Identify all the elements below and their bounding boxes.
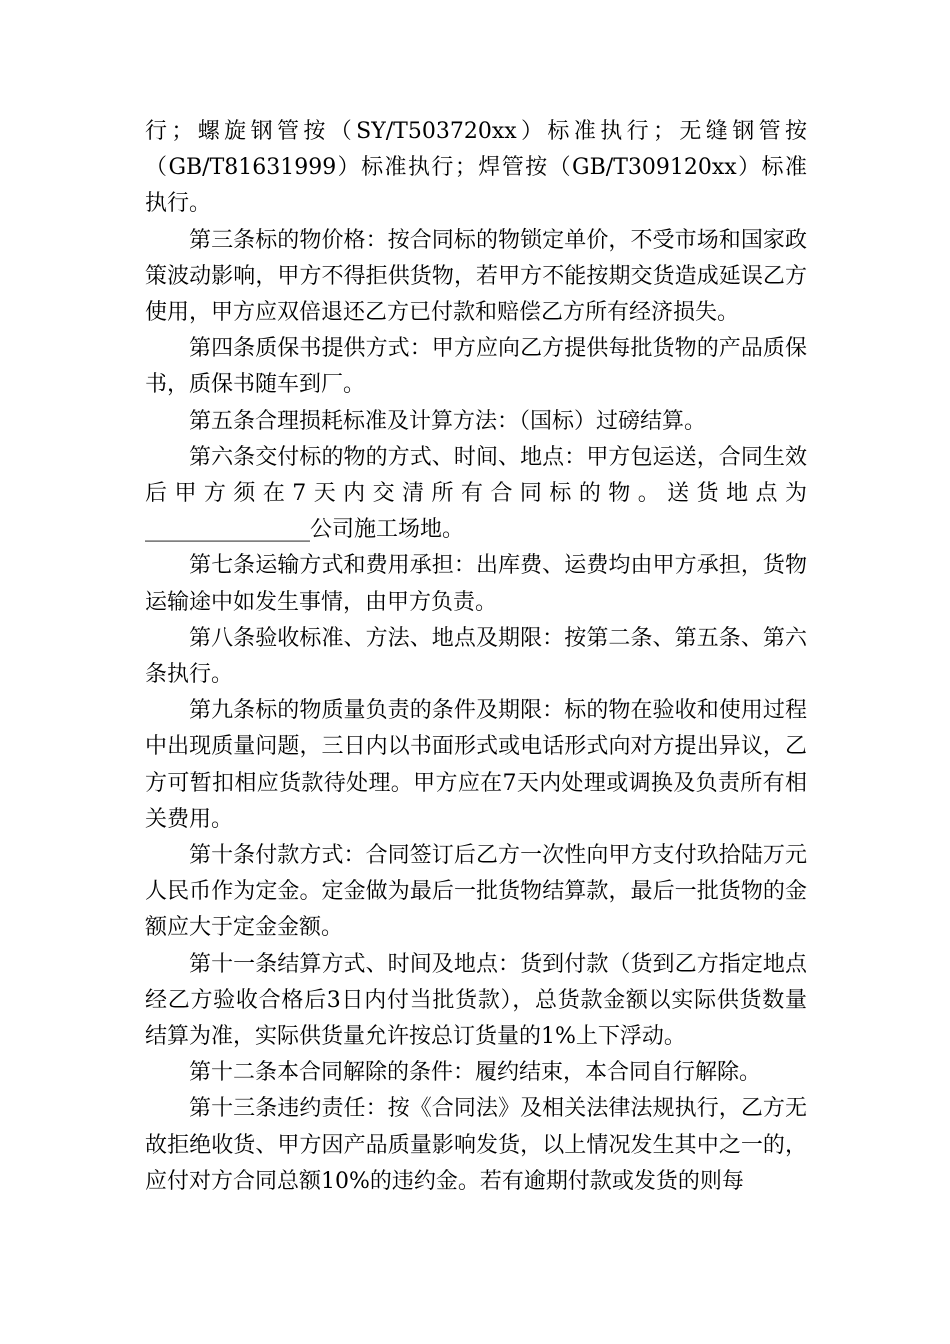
paragraph-article-8-acceptance: 第八条验收标准、方法、地点及期限：按第二条、第五条、第六条执行。	[145, 625, 807, 688]
paragraph-article-4-warranty: 第四条质保书提供方式：甲方应向乙方提供每批货物的产品质保书，质保书随车到厂。	[145, 336, 807, 398]
paragraph-article-13-liability: 第十三条违约责任：按《合同法》及相关法律法规执行，乙方无故拒绝收货、甲方因产品质量影响发货，以上情况发生其中之一的，应付对方合同总额10%的违约金。若有逾期付款或发货的则每	[145, 1096, 807, 1194]
paragraph-article-5-loss: 第五条合理损耗标准及计算方法：（国标）过磅结算。	[189, 408, 707, 434]
paragraph-standards: 行；螺旋钢管按（SY/T503720xx）标准执行；无缝钢管按（GB/T81631999）标准执行；焊管按（GB/T309120xx）标准执行。	[145, 119, 807, 217]
paragraph-article-6-delivery: 第六条交付标的物的方式、时间、地点：甲方包运送，合同生效后甲方须在7天内交清所有合同标的物。送货地点为_______________公司施工场地。	[145, 444, 807, 543]
paragraph-article-7-transport: 第七条运输方式和费用承担：出库费、运费均由甲方承担，货物运输途中如发生事情，由甲方负责。	[145, 553, 807, 615]
paragraph-article-11-settlement: 第十一条结算方式、时间及地点：货到付款（货到乙方指定地点经乙方验收合格后3日内付当批货款），总货款金额以实际供货数量结算为准，实际供货量允许按总订货量的1%上下浮动。	[145, 951, 807, 1050]
paragraph-article-10-payment: 第十条付款方式：合同签订后乙方一次性向甲方支付玖拾陆万元人民币作为定金。定金做为最后一批货物结算款，最后一批货物的金额应大于定金金额。	[145, 843, 807, 941]
paragraph-article-3-price: 第三条标的物价格：按合同标的物锁定单价，不受市场和国家政策波动影响，甲方不得拒供货物，若甲方不能按期交货造成延误乙方使用，甲方应双倍退还乙方已付款和赔偿乙方所有经济损失。	[145, 227, 807, 326]
paragraph-article-12-termination: 第十二条本合同解除的条件：履约结束，本合同自行解除。	[189, 1060, 762, 1086]
document-page	[145, 114, 807, 1200]
paragraph-article-9-quality: 第九条标的物质量负责的条件及期限：标的物在验收和使用过程中出现质量问题，三日内以书面形式或电话形式向对方提出异议，乙方可暂扣相应货款待处理。甲方应在7天内处理或调换及负责所有相关费用。	[145, 698, 807, 832]
